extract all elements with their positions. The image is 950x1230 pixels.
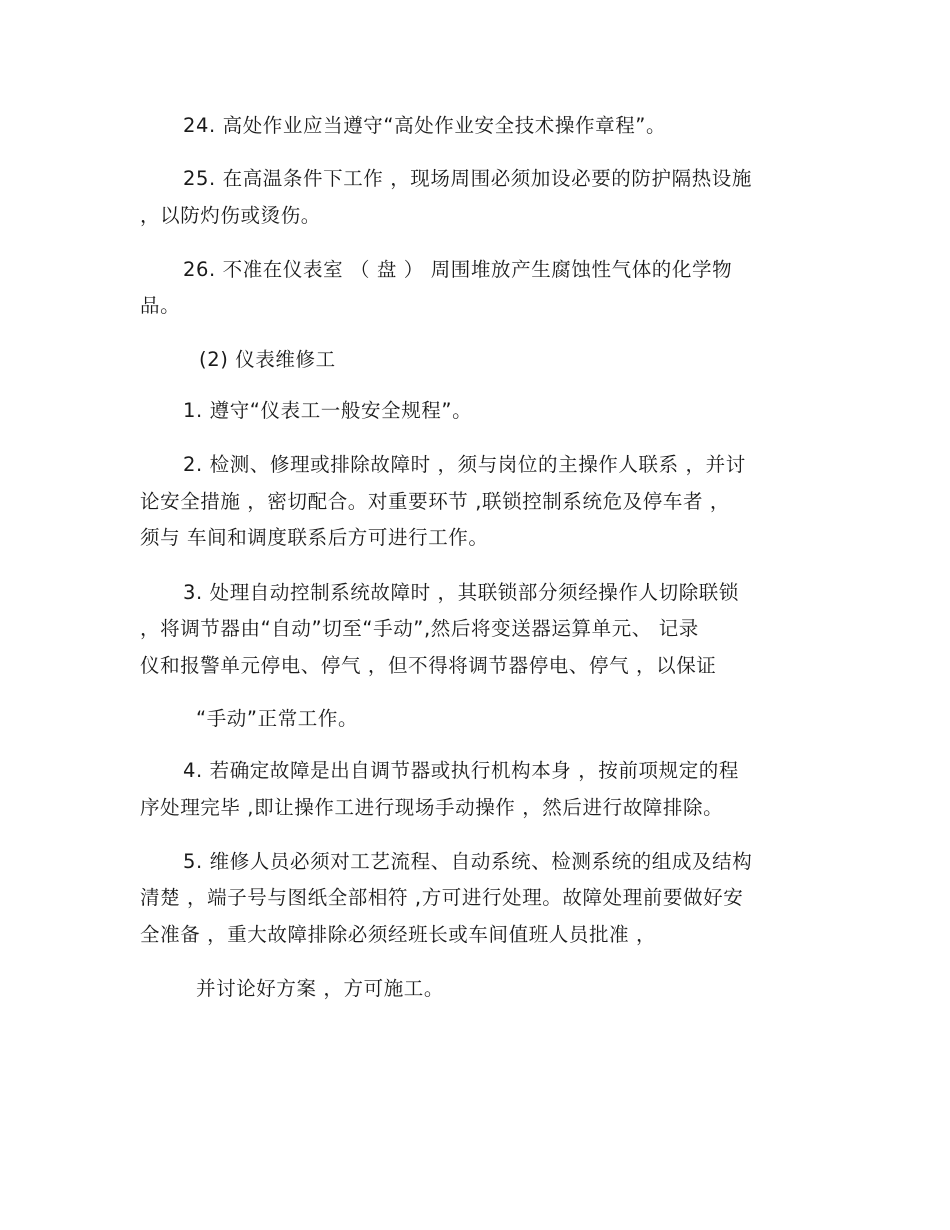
item-2-line-2: 论安全措施 ，密切配合。对重要环节 ,联锁控制系统危及停车者 ，: [140, 490, 730, 513]
item-3-line-2: ，将调节器由“自动”切至“手动”,然后将变送器运算单元、 记录: [140, 617, 699, 640]
item-2-line-1: 2. 检测、修理或排除故障时 ，须与岗位的主操作人联系 ，并讨: [183, 453, 746, 476]
paragraph-25-line-1: 25. 在高温条件下工作 ，现场周围必须加设必要的防护隔热设施: [183, 167, 753, 190]
item-4-line-2: 序处理完毕 ,即让操作工进行现场手动操作 ，然后进行故障排除。: [140, 796, 724, 819]
item-5-line-1: 5. 维修人员必须对工艺流程、自动系统、检测系统的组成及结构: [183, 850, 753, 873]
paragraph-25-line-2: ，以防灼伤或烫伤。: [140, 204, 321, 227]
item-3-continuation: “手动”正常工作。: [196, 707, 359, 730]
item-1-line-1: 1. 遵守“仪表工一般安全规程”。: [183, 399, 473, 422]
item-3-line-3: 仪和报警单元停电、停气 ，但不得将调节器停电、停气 ，以保证: [140, 654, 717, 677]
paragraph-26-line-2: 品。: [140, 294, 181, 317]
item-3-line-1: 3. 处理自动控制系统故障时 ，其联锁部分须经操作人切除联锁: [183, 581, 740, 604]
item-5-continuation: 并讨论好方案 ，方可施工。: [196, 977, 444, 1000]
item-2-line-3: 须与 车间和调度联系后方可进行工作。: [140, 526, 489, 549]
paragraph-24-line-1: 24. 高处作业应当遵守“高处作业安全技术操作章程”。: [183, 114, 667, 137]
item-5-line-2: 清楚 ，端子号与图纸全部相符 ,方可进行处理。故障处理前要做好安: [140, 886, 744, 909]
item-5-line-3: 全准备 ，重大故障排除必须经班长或车间值班人员批准 ，: [140, 923, 657, 946]
paragraph-26-line-1: 26. 不准在仪表室 （ 盘 ） 周围堆放产生腐蚀性气体的化学物: [183, 258, 733, 281]
item-4-line-1: 4. 若确定故障是出自调节器或执行机构本身 ，按前项规定的程: [183, 759, 740, 782]
section-heading: (2) 仪表维修工: [199, 348, 336, 371]
